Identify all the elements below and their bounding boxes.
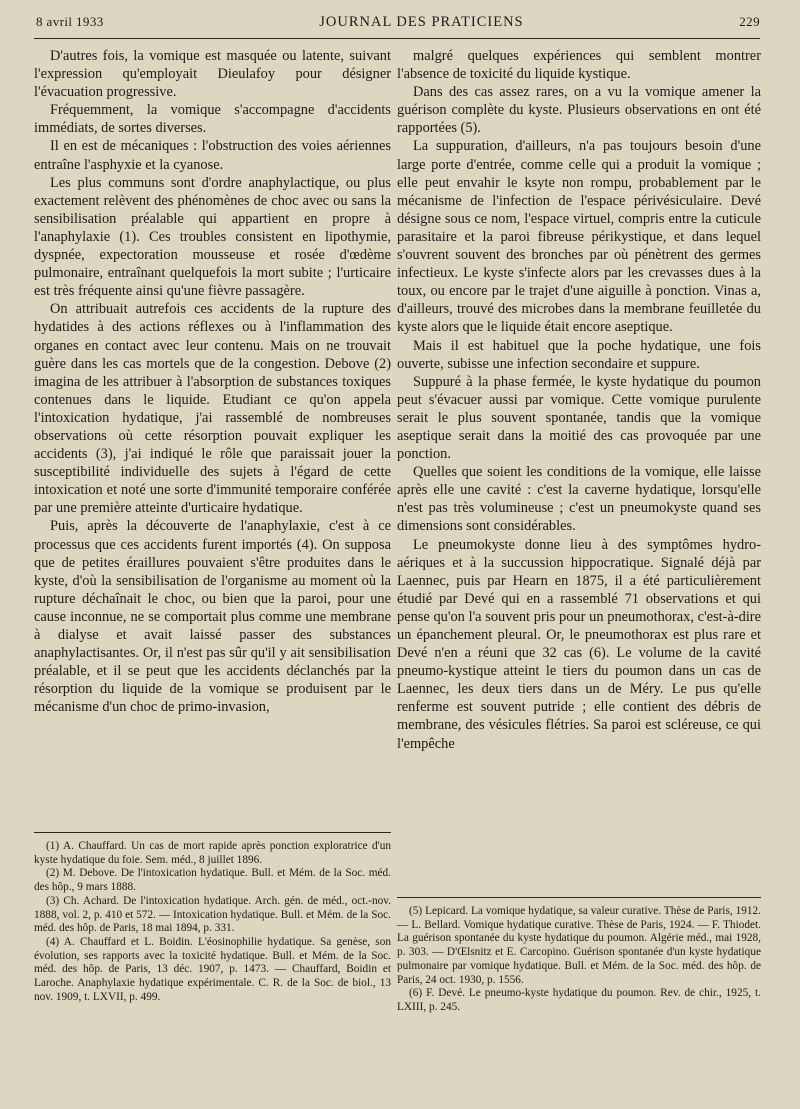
footnote: (1) A. Chauffard. Un cas de mort rapide après ponction exploratrice d'un kyste hydatique du foie. Sem. méd., 8 juillet 1896.: [34, 840, 391, 866]
paragraph: Dans des cas assez rares, on a vu la vomique amener la guérison complète du kyste. Plusieurs observations en ont été rapportées (5).: [397, 84, 761, 137]
paragraph: Il en est de mécaniques : l'obstruction des voies aériennes entraîne l'asphyxie et la cyanose.: [34, 138, 391, 173]
footnote-rule-left: [34, 832, 391, 833]
paragraph: malgré quelques expériences qui semblent montrer l'absence de toxicité du liquide kystique.: [397, 48, 761, 83]
footnote: (2) M. Debove. De l'intoxication hydatique. Bull. et Mém. de la Soc. méd. des hôp., 9 mars 1888.: [34, 867, 391, 894]
paragraph: Puis, après la découverte de l'anaphylaxie, c'est à ce processus que ces accidents furent importés (4). On supposa que de petites éraillures pouvaient s'être produites dans le kyste, d'où la sensibilisation de l'organisme au moment où la rupture déchaînait le choc, ou bien que la paroi, pour une cause inconnue, ne se comportait plus comme une membrane à dialyse et avait laissé passer des substances anaphylactisantes. Or, il n'est pas sûr qu'il y ait sensibilisation préalable, et il se peut que les accidents déclanchés par la résorption du liquide de la vomique se produisent par le mécanisme d'un choc de primo-invasion,: [34, 518, 391, 716]
paragraph: Quelles que soient les conditions de la vomique, elle laisse après elle une cavité : c'est la caverne hydatique, lorsqu'elle n'est pas très volumineuse ; c'est un pneumokyste quand ses dimensions sont considérables.: [397, 464, 761, 535]
paragraph: Fréquemment, la vomique s'accompagne d'accidents immédiats, de sortes diverses.: [34, 102, 391, 137]
footnote: (5) Lepicard. La vomique hydatique, sa valeur curative. Thèse de Paris, 1912. — L. Bellard. Vomique hydatique curative. Thèse de Paris, 1924. — F. Thiodet. La guérison spontanée du kyste hydatique du poumon. Algérie méd., mai 1928, p. 303. — D'Œlsnitz et E. Carcopino. Guérison spontanée d'un kyste hydatique pulmonaire par vomique hydatique. Bull. et Mém. de la Soc. méd. des hôp. de Paris, 24 oct. 1930, p. 1556.: [397, 905, 761, 986]
page-header: [36, 14, 760, 36]
footnote: (4) A. Chauffard et L. Boidin. L'éosinophilie hydatique. Sa genèse, son évolution, ses rapports avec la toxicité hydatique. Bull. et Mém. de la Soc. méd. des hôp. de Paris, 13 déc. 1907, p. 1473. — Chauffard, Boidin et Laroche. Anaphylaxie hydatique expérimentale. C. R. de la Soc. de biol., 13 nov. 1909, t. LXVII, p. 499.: [34, 935, 391, 1003]
paragraph: Suppuré à la phase fermée, le kyste hydatique du poumon peut s'évacuer aussi par vomique. Cette vomique purulente serait le plus souvent spontanée, tandis que la vomique aseptique serait dans la moitié des cas provoquée par une ponction.: [397, 373, 761, 463]
paragraph: On attribuait autrefois ces accidents de la rupture des hydatides à des actions réflexes ou à l'inflammation des organes en contact avec leur contenu. Mais on ne trouvait guère dans les cas mortels que de la congestion. Debove (2) imagina de les attribuer à l'absorption de substances toxiques contenues dans le liquide. Etudiant ce qu'on appela l'intoxication hydatique, j'ai rassemblé de nombreuses observations où cette résorption pouvait expliquer les accidents (3), j'ai indiqué le rôle que paraissait jouer la susceptibilité individuelle des sujets à l'égard de cette intoxication et noté une sorte d'immunité temporaire conférée par une première atteinte d'urticaire hydatique.: [34, 301, 391, 517]
left-column: [34, 47, 391, 716]
footnote: (6) F. Devé. Le pneumo-kyste hydatique du poumon. Rev. de chir., 1925, t. LXIII, p. 245.: [397, 987, 761, 1013]
paragraph: Le pneumokyste donne lieu à des symptômes hydro-aériques et à la succussion hippocratique. Signalé déjà par Laennec, puis par Hearn en 1875, il a été particulièrement étudié par Devé qui en a rassemblé 71 observations et qui pense qu'on l'a souvent pris pour un pneumothorax, c'est-à-dire un épanchement pleural. Or, le pneumothorax est plus rare et Devé n'en a réuni que 32 cas (6). Le volume de la cavité pneumo-kystique atteint le tiers du poumon dans un cas de Laennec, les deux tiers dans un de Méry. Le pus qu'elle renferme est souvent putride ; elle contient des débris de membrane, des vésicules flétries. Sa paroi est scléreuse, ce qui l'empêche: [397, 536, 761, 752]
header-journal-title: JOURNAL DES PRATICIENS: [319, 14, 524, 30]
header-rule: [34, 38, 760, 39]
paragraph: D'autres fois, la vomique est masquée ou latente, suivant l'expression qu'employait Dieulafoy pour désigner l'évacuation progressive.: [34, 48, 391, 101]
paragraph: La suppuration, d'ailleurs, n'a pas toujours besoin d'une large porte d'entrée, comme celle qui a produit la vomique ; elle peut envahir le ksyte non rompu, probablement par le mécanisme de l'infection de l'espace périvésiculaire. Devé désigne sous ce nom, l'espace virtuel, compris entre la cuticule parasitaire et la paroi fibreuse périkystique, et dans lequel s'ouvrent souvent des bronches par où pénètrent des germes infectieux. Le kyste s'infecte alors par les crevasses dues à la toux, ou encore par le trajet d'une aiguille à ponction. Vinas a, d'ailleurs, trouvé des microbes dans la membrane feuilletée du kyste alors que le liquide était encore aseptique.: [397, 138, 761, 336]
left-footnotes: [34, 840, 391, 1004]
right-column: [397, 47, 761, 753]
right-footnotes: [397, 905, 761, 1015]
footnote-rule-right: [397, 897, 761, 898]
footnote: (3) Ch. Achard. De l'intoxication hydatique. Arch. gén. de méd., oct.-nov. 1888, vol. 2, p. 410 et 572. — Intoxication hydatique. Bull. et Mém. de la Soc. méd. des hôp. de Paris, 18 mai 1894, p. 331.: [34, 894, 391, 935]
paragraph: Les plus communs sont d'ordre anaphylactique, ou plus exactement relèvent des phénomènes de choc avec ou sans la sensibilisation préalable qui appartient en propre à l'anaphylaxie (1). Ces troubles consistent en lipothymie, dyspnée, expectoration mousseuse et rosée d'œdème pulmonaire, entraînant quelquefois la mort subite ; l'urticaire est très fréquente ainsi qu'une fièvre passagère.: [34, 174, 391, 300]
header-page-number: 229: [739, 14, 760, 29]
header-date: 8 avril 1933: [36, 14, 104, 29]
paragraph: Mais il est habituel que la poche hydatique, une fois ouverte, subisse une infection secondaire et suppure.: [397, 337, 761, 372]
